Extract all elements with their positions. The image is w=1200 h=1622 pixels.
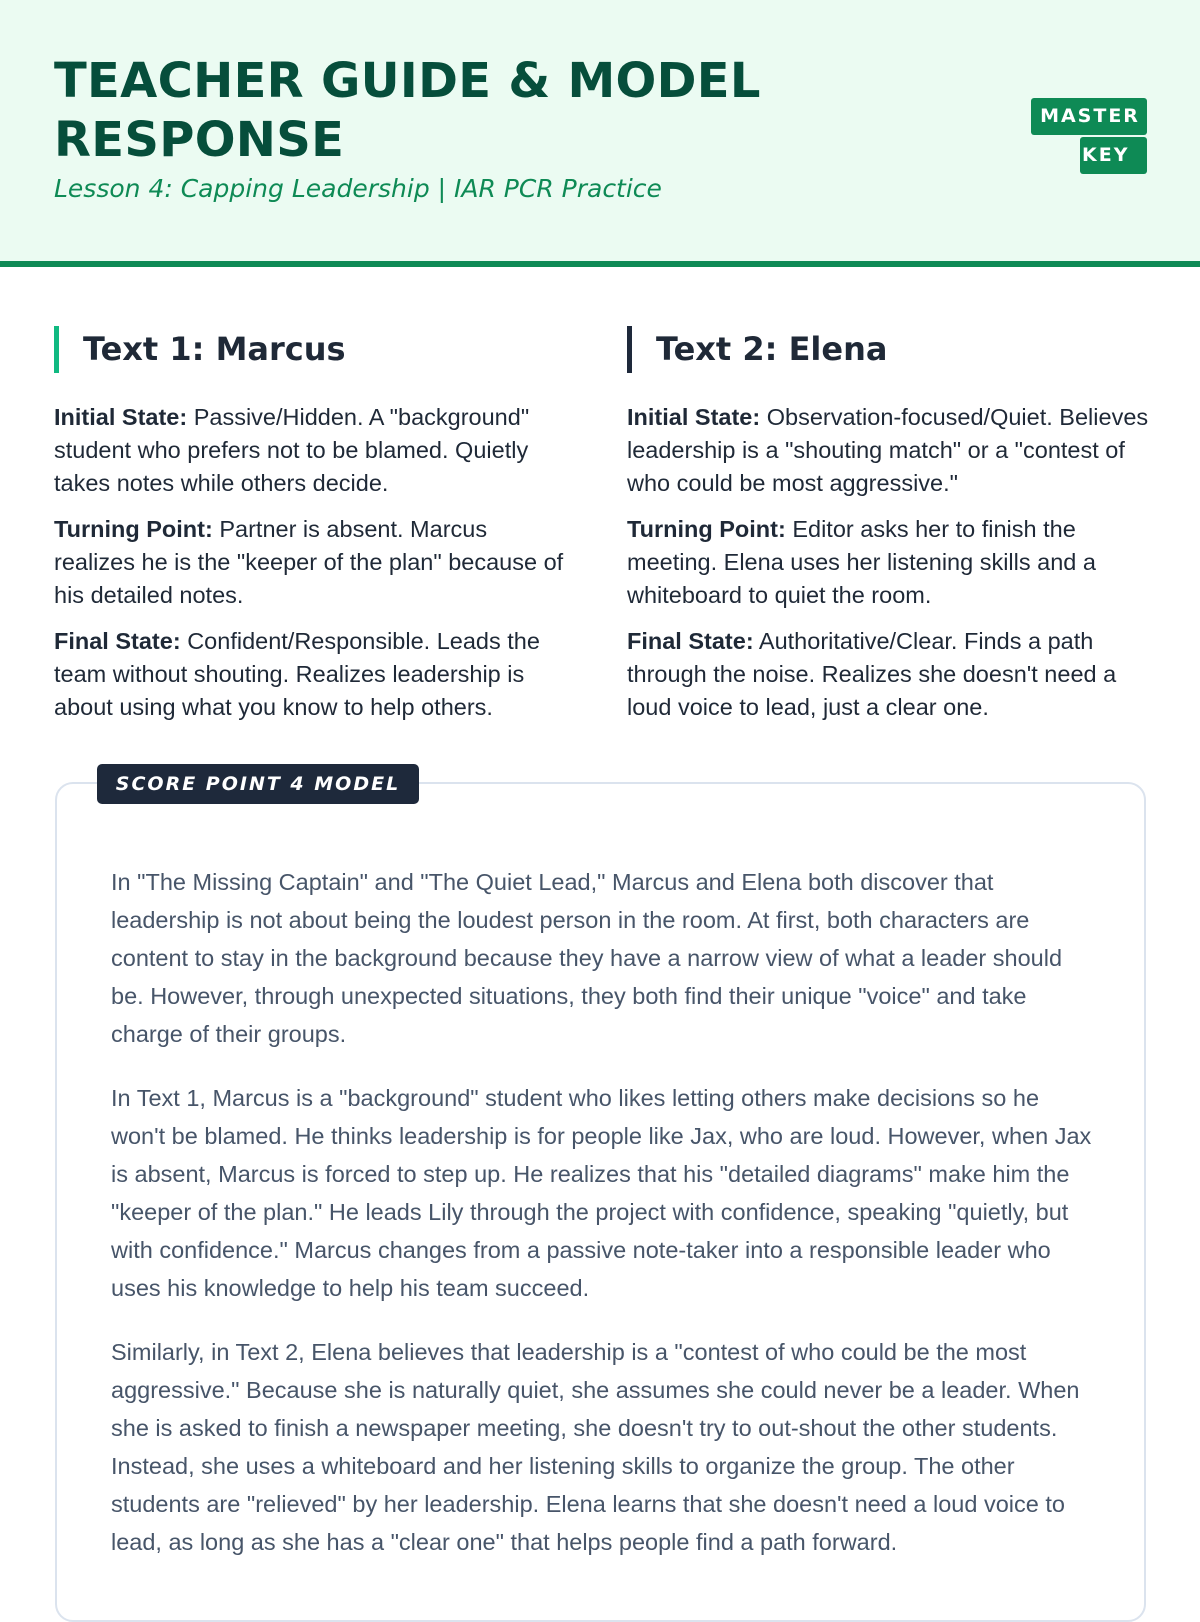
- item-label: Turning Point:: [54, 516, 213, 542]
- page-subtitle: Lesson 4: Capping Leadership | IAR PCR Practice: [54, 174, 662, 203]
- text1-final-state: [54, 625, 574, 724]
- item-text: Observation-focused/Quiet. Believes leadership is a "shouting match" or a "contest of who could be most aggressive.": [627, 404, 1149, 496]
- item-label: Final State:: [54, 628, 181, 654]
- item-label: Initial State:: [627, 404, 761, 430]
- essay-paragraph: In Text 1, Marcus is a "background" student who likes letting others make decisions so he won't be blamed. He thinks leadership is for people like Jax, who are loud. However, when Jax is absent, Marcus is forced to step up. He realizes that his "detailed diagrams" make him the "keeper of the plan." He leads Lily through the project with confidence, speaking "quietly, but with confidence." Marcus changes from a passive note-taker into a responsible leader who uses his knowledge to help his team succeed.: [111, 1085, 1092, 1301]
- item-text: Partner is absent. Marcus realizes he is the "keeper of the plan" because of his detailed notes.: [54, 516, 564, 608]
- text2-column: [627, 326, 1152, 737]
- item-label: Initial State:: [54, 404, 188, 430]
- model-essay: [111, 863, 1096, 1587]
- score-point-tag: SCORE POINT 4 MODEL: [97, 764, 419, 804]
- text2-turning-point: [627, 513, 1152, 612]
- page-title: TEACHER GUIDE & MODEL RESPONSE: [54, 53, 761, 168]
- item-text: Authoritative/Clear. Finds a path through the noise. Realizes she doesn't need a loud voice to lead, just a clear one.: [627, 628, 1117, 720]
- page-header: [0, 0, 1200, 267]
- badge-line-1: MASTER: [1031, 98, 1147, 135]
- text1-heading: Text 1: Marcus: [54, 326, 574, 373]
- item-text: Confident/Responsible. Leads the team without shouting. Realizes leadership is about using what you know to help others.: [54, 628, 540, 720]
- text2-heading: Text 2: Elena: [627, 326, 1152, 373]
- text1-column: [54, 326, 574, 737]
- item-label: Turning Point:: [627, 516, 786, 542]
- item-text: Passive/Hidden. A "background" student who prefers not to be blamed. Quietly takes notes while others decide.: [54, 404, 530, 496]
- badge-line-2: KEY: [1080, 137, 1147, 174]
- text1-initial-state: [54, 401, 574, 500]
- essay-paragraph: Similarly, in Text 2, Elena believes that leadership is a "contest of who could be the most aggressive." Because she is naturally quiet, she assumes she could never be a leader. When she is asked to finish a newspaper meeting, she doesn't try to out-shout the other students. Instead, she uses a whiteboard and her listening skills to organize the group. The other students are "relieved" by her leadership. Elena learns that she doesn't need a loud voice to lead, as long as she has a "clear one" that helps people find a path forward.: [111, 1339, 1080, 1555]
- text2-initial-state: [627, 401, 1152, 500]
- text2-final-state: [627, 625, 1152, 724]
- essay-paragraph: In "The Missing Captain" and "The Quiet Lead," Marcus and Elena both discover that leadership is not about being the loudest person in the room. At first, both characters are content to stay in the background because they have a narrow view of what a leader should be. However, through unexpected situations, they both find their unique "voice" and take charge of their groups.: [111, 869, 1063, 1047]
- item-text: Editor asks her to finish the meeting. Elena uses her listening skills and a whiteboard to quiet the room.: [627, 516, 1096, 608]
- item-label: Final State:: [627, 628, 754, 654]
- text1-turning-point: [54, 513, 574, 612]
